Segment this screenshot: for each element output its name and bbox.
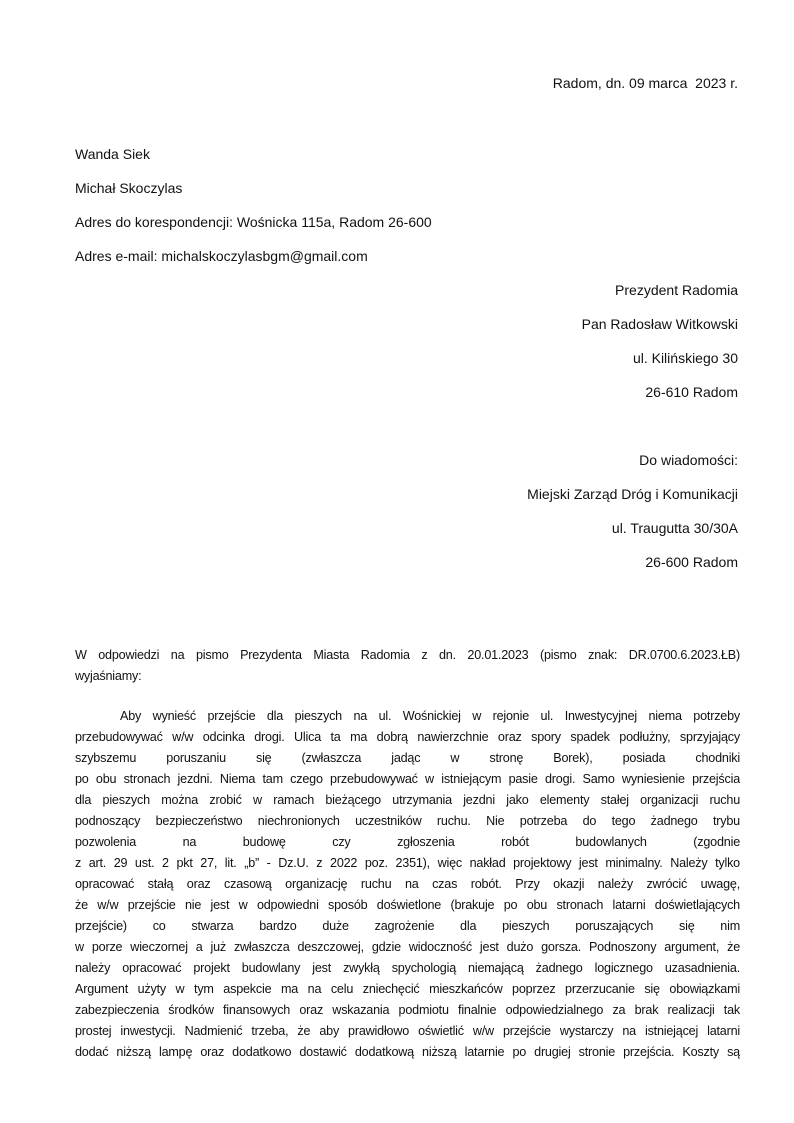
body-line: że w/w przejście nie jest w odpowiedni sposób doświetlone (brakuje po obu stronach latarni doświetlających bbox=[75, 898, 740, 912]
sender-block bbox=[75, 137, 432, 273]
intro-line: W odpowiedzi na pismo Prezydenta Miasta Radomia z dn. 20.01.2023 (pismo znak: DR.0700.6.2023.ŁB) bbox=[75, 648, 740, 662]
cc-block bbox=[527, 443, 738, 579]
body-line: należy opracować projekt budowlany jest zwykłą spychologią niemającą żadnego logicznego uzasadnienia. bbox=[75, 961, 740, 975]
body-line: prostej inwestycji. Nadmienić trzeba, że aby prawidłowo oświetlić w/w przejście wystarczy na istniejącej latarni bbox=[75, 1024, 740, 1038]
intro-paragraph bbox=[75, 645, 740, 687]
cc-organization: Miejski Zarząd Dróg i Komunikacji bbox=[527, 486, 738, 502]
body-line: dla pieszych można zrobić w ramach bieżącego utrzymania jezdni jako elementy stałej organizacji ruchu bbox=[75, 793, 740, 807]
body-line: dodać niższą lampę oraz dodatkowo dostawić dodatkową niższą latarnie po drugiej stronie przejścia. Koszty są bbox=[75, 1045, 740, 1059]
recipient-street: ul. Kilińskiego 30 bbox=[632, 350, 738, 366]
intro-line: wyjaśniamy: bbox=[75, 669, 142, 683]
body-line: Argument użyty w tym aspekcie ma na celu zniechęcić mieszkańców poprzez przerzucanie się obowiązkami bbox=[75, 982, 740, 996]
body-line: szybszemu poruszaniu się (zwłaszcza jadąc w stronę Borek), posiada chodniki bbox=[75, 751, 740, 765]
recipient-city: 26-610 Radom bbox=[645, 384, 738, 400]
sender-postal-address: Adres do korespondencji: Wośnicka 115a, Radom 26-600 bbox=[75, 214, 432, 230]
sender-name-2: Michał Skoczylas bbox=[75, 180, 183, 196]
sender-email: Adres e-mail: michalskoczylasbgm@gmail.com bbox=[75, 248, 368, 264]
recipient-name: Pan Radosław Witkowski bbox=[581, 316, 738, 332]
body-line: z art. 29 ust. 2 pkt 27, lit. „b” - Dz.U. z 2022 poz. 2351), więc nakład projektowy jest minimalny. Należy tylko bbox=[75, 856, 740, 870]
body-line: Aby wynieść przejście dla pieszych na ul. Wośnickiej w rejonie ul. Inwestycyjnej niema potrzeby bbox=[120, 709, 740, 723]
cc-city: 26-600 Radom bbox=[645, 554, 738, 570]
body-paragraph bbox=[75, 706, 740, 1063]
body-line: podnoszący bezpieczeństwo niechronionych uczestników ruchu. Nie potrzeba do tego żadnego trybu bbox=[75, 814, 740, 828]
body-line: w porze wieczornej a już zwłaszcza deszczowej, gdzie widoczność jest dużo gorsza. Podnoszony argument, że bbox=[75, 940, 740, 954]
body-line: po obu stronach jezdni. Niema tam czego przebudowywać w istniejącym pasie drogi. Samo wyniesienie przejścia bbox=[75, 772, 740, 786]
sender-name: Wanda Siek bbox=[75, 146, 150, 162]
date-line: Radom, dn. 09 marca 2023 r. bbox=[552, 75, 738, 91]
recipient-block bbox=[582, 273, 738, 409]
body-line: opracować stałą oraz czasową organizację ruchu na czas robót. Przy okazji należy zwrócić uwagę, bbox=[75, 877, 740, 891]
body-line: zabezpieczenia środków finansowych oraz wskazania podmiotu finalnie odpowiedzialnego za brak realizacji tak bbox=[75, 1003, 740, 1017]
body-line: pozwolenia na budowę czy zgłoszenia robót budowlanych (zgodnie bbox=[75, 835, 740, 849]
body-line: przebudowywać w/w odcinka drogi. Ulica ta ma dobrą nawierzchnie oraz spory spadek podłużny, sprzyjający bbox=[75, 730, 740, 744]
body-line: przejście) co stwarza bardzo duże zagrożenie dla pieszych poruszających się nim bbox=[75, 919, 740, 933]
cc-heading: Do wiadomości: bbox=[639, 452, 738, 468]
recipient-title: Prezydent Radomia bbox=[615, 282, 738, 298]
cc-street: ul. Traugutta 30/30A bbox=[611, 520, 738, 536]
